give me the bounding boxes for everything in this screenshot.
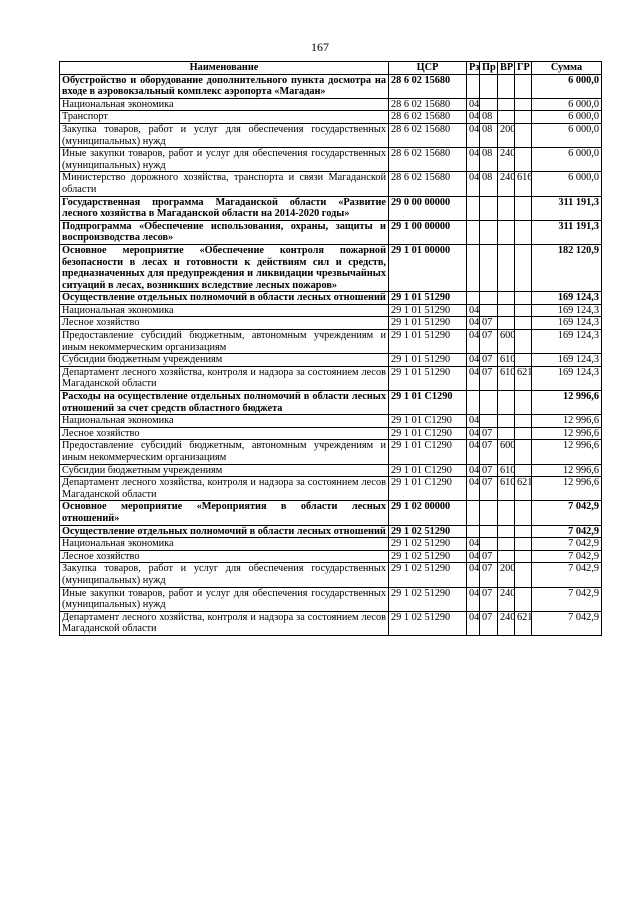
row-vr: [498, 244, 515, 291]
row-rz: [467, 391, 480, 415]
row-vr: [498, 501, 515, 525]
row-csr: 28 6 02 15680: [389, 98, 467, 111]
row-gr: [515, 354, 532, 367]
row-gr: [515, 196, 532, 220]
row-csr: 29 1 01 С1290: [389, 477, 467, 501]
row-rz: 04: [467, 366, 480, 390]
row-pr: [480, 98, 498, 111]
row-rz: 04: [467, 415, 480, 428]
row-pr: [480, 244, 498, 291]
table-row: [60, 292, 602, 305]
row-pr: 07: [480, 550, 498, 563]
row-csr: 29 1 01 51290: [389, 292, 467, 305]
row-gr: [515, 464, 532, 477]
row-pr: [480, 304, 498, 317]
row-gr: [515, 98, 532, 111]
table-row: [60, 501, 602, 525]
row-pr: 08: [480, 111, 498, 124]
row-sum: 12 996,6: [532, 391, 602, 415]
row-vr: 610: [498, 464, 515, 477]
row-sum: 6 000,0: [532, 111, 602, 124]
row-rz: 04: [467, 98, 480, 111]
row-rz: [467, 196, 480, 220]
row-gr: [515, 292, 532, 305]
row-rz: [467, 501, 480, 525]
row-csr: 28 6 02 15680: [389, 148, 467, 172]
row-pr: [480, 196, 498, 220]
table-row: [60, 330, 602, 354]
header-csr: ЦСР: [389, 62, 467, 75]
row-sum: 12 996,6: [532, 464, 602, 477]
header-vr: ВР: [498, 62, 515, 75]
row-csr: 29 1 01 00000: [389, 244, 467, 291]
row-vr: [498, 415, 515, 428]
table-row: [60, 74, 602, 98]
table-row: [60, 196, 602, 220]
row-vr: [498, 111, 515, 124]
table-row: [60, 354, 602, 367]
row-pr: 08: [480, 172, 498, 196]
row-vr: [498, 292, 515, 305]
row-name: Предоставление субсидий бюджетным, автономным учреждениям и иным некоммерческим организациям: [60, 440, 389, 464]
row-gr: [515, 123, 532, 147]
row-sum: 169 124,3: [532, 317, 602, 330]
row-csr: 29 1 01 С1290: [389, 427, 467, 440]
table-row: [60, 587, 602, 611]
row-name: Субсидии бюджетным учреждениям: [60, 354, 389, 367]
row-pr: 07: [480, 366, 498, 390]
row-name: Департамент лесного хозяйства, контроля и надзора за состоянием лесов Магаданской области: [60, 366, 389, 390]
row-rz: 04: [467, 477, 480, 501]
row-csr: 29 1 01 51290: [389, 330, 467, 354]
row-vr: 240: [498, 611, 515, 635]
row-sum: 311 191,3: [532, 220, 602, 244]
table-row: [60, 427, 602, 440]
row-pr: 07: [480, 317, 498, 330]
row-vr: 240: [498, 587, 515, 611]
row-name: Министерство дорожного хозяйства, транспорта и связи Магаданской области: [60, 172, 389, 196]
row-name: Расходы на осуществление отдельных полномочий в области лесных отношений за счет средств областного бюджета: [60, 391, 389, 415]
row-name: Основное мероприятие «Мероприятия в области лесных отношений»: [60, 501, 389, 525]
row-pr: [480, 415, 498, 428]
row-rz: 04: [467, 587, 480, 611]
row-pr: [480, 538, 498, 551]
row-rz: 04: [467, 611, 480, 635]
row-sum: 7 042,9: [532, 501, 602, 525]
table-body: [60, 74, 602, 635]
row-csr: 29 1 01 С1290: [389, 464, 467, 477]
row-gr: [515, 563, 532, 587]
row-csr: 28 6 02 15680: [389, 172, 467, 196]
table-row: [60, 148, 602, 172]
table-row: [60, 415, 602, 428]
row-name: Транспорт: [60, 111, 389, 124]
row-gr: 616: [515, 172, 532, 196]
row-pr: [480, 74, 498, 98]
row-sum: 182 120,9: [532, 244, 602, 291]
table-row: [60, 220, 602, 244]
row-sum: 12 996,6: [532, 415, 602, 428]
row-name: Национальная экономика: [60, 538, 389, 551]
row-name: Закупка товаров, работ и услуг для обеспечения государственных (муниципальных) нужд: [60, 563, 389, 587]
row-gr: [515, 587, 532, 611]
row-rz: [467, 74, 480, 98]
row-sum: 7 042,9: [532, 525, 602, 538]
row-rz: 04: [467, 550, 480, 563]
row-csr: 29 1 02 51290: [389, 525, 467, 538]
row-sum: 12 996,6: [532, 427, 602, 440]
row-rz: [467, 292, 480, 305]
budget-table: [59, 61, 602, 636]
row-rz: 04: [467, 440, 480, 464]
row-gr: [515, 501, 532, 525]
table-row: [60, 123, 602, 147]
row-vr: 610: [498, 477, 515, 501]
row-csr: 29 1 02 51290: [389, 611, 467, 635]
table-row: [60, 563, 602, 587]
header-gr: ГР: [515, 62, 532, 75]
header-rz: Рз: [467, 62, 480, 75]
row-pr: 07: [480, 427, 498, 440]
row-vr: 600: [498, 330, 515, 354]
table-row: [60, 391, 602, 415]
row-gr: [515, 427, 532, 440]
row-pr: [480, 292, 498, 305]
row-name: Национальная экономика: [60, 98, 389, 111]
table-header-row: [60, 62, 602, 75]
row-rz: 04: [467, 148, 480, 172]
row-pr: 07: [480, 354, 498, 367]
row-vr: 240: [498, 172, 515, 196]
row-vr: [498, 525, 515, 538]
header-name: Наименование: [60, 62, 389, 75]
row-csr: 29 1 00 00000: [389, 220, 467, 244]
row-pr: 07: [480, 563, 498, 587]
row-vr: 610: [498, 354, 515, 367]
row-vr: 200: [498, 563, 515, 587]
row-pr: 07: [480, 464, 498, 477]
row-name: Национальная экономика: [60, 304, 389, 317]
row-gr: [515, 538, 532, 551]
row-gr: [515, 74, 532, 98]
table-row: [60, 611, 602, 635]
table-row: [60, 366, 602, 390]
row-rz: 04: [467, 330, 480, 354]
row-name: Осуществление отдельных полномочий в области лесных отношений: [60, 292, 389, 305]
row-gr: 621: [515, 477, 532, 501]
row-sum: 7 042,9: [532, 611, 602, 635]
table-row: [60, 111, 602, 124]
row-vr: [498, 427, 515, 440]
table-row: [60, 317, 602, 330]
row-csr: 29 1 01 51290: [389, 317, 467, 330]
table-row: [60, 304, 602, 317]
row-pr: [480, 525, 498, 538]
row-pr: [480, 220, 498, 244]
row-rz: 04: [467, 304, 480, 317]
row-sum: 169 124,3: [532, 366, 602, 390]
row-sum: 169 124,3: [532, 330, 602, 354]
row-name: Субсидии бюджетным учреждениям: [60, 464, 389, 477]
row-rz: 04: [467, 563, 480, 587]
row-csr: 28 6 02 15680: [389, 74, 467, 98]
table-row: [60, 244, 602, 291]
header-sum: Сумма: [532, 62, 602, 75]
row-name: Обустройство и оборудование дополнительного пункта досмотра на входе в аэровокзальный комплекс аэропорта «Магадан»: [60, 74, 389, 98]
row-pr: 07: [480, 440, 498, 464]
row-rz: 04: [467, 427, 480, 440]
row-gr: [515, 148, 532, 172]
row-gr: [515, 111, 532, 124]
row-rz: 04: [467, 317, 480, 330]
row-gr: [515, 244, 532, 291]
row-vr: [498, 317, 515, 330]
row-vr: [498, 550, 515, 563]
row-csr: 29 1 02 51290: [389, 550, 467, 563]
row-sum: 6 000,0: [532, 172, 602, 196]
table-row: [60, 525, 602, 538]
row-csr: 29 1 02 00000: [389, 501, 467, 525]
row-name: Иные закупки товаров, работ и услуг для обеспечения государственных (муниципальных) нужд: [60, 587, 389, 611]
row-pr: 07: [480, 587, 498, 611]
row-csr: 29 1 01 51290: [389, 366, 467, 390]
row-vr: 610: [498, 366, 515, 390]
row-pr: [480, 391, 498, 415]
row-name: Предоставление субсидий бюджетным, автономным учреждениям и иным некоммерческим организациям: [60, 330, 389, 354]
table-row: [60, 550, 602, 563]
row-rz: [467, 525, 480, 538]
row-csr: 29 1 02 51290: [389, 538, 467, 551]
row-pr: [480, 501, 498, 525]
row-vr: [498, 220, 515, 244]
row-sum: 7 042,9: [532, 563, 602, 587]
row-name: Лесное хозяйство: [60, 550, 389, 563]
row-csr: 29 1 01 51290: [389, 354, 467, 367]
row-sum: 7 042,9: [532, 587, 602, 611]
row-rz: 04: [467, 172, 480, 196]
row-rz: 04: [467, 354, 480, 367]
row-csr: 29 1 02 51290: [389, 587, 467, 611]
row-pr: 07: [480, 611, 498, 635]
table-row: [60, 440, 602, 464]
row-name: Иные закупки товаров, работ и услуг для обеспечения государственных (муниципальных) нужд: [60, 148, 389, 172]
row-rz: 04: [467, 464, 480, 477]
table-row: [60, 172, 602, 196]
row-gr: [515, 550, 532, 563]
row-name: Лесное хозяйство: [60, 427, 389, 440]
table-row: [60, 464, 602, 477]
row-gr: 621: [515, 611, 532, 635]
row-csr: 29 1 01 С1290: [389, 440, 467, 464]
row-vr: [498, 304, 515, 317]
row-vr: [498, 74, 515, 98]
row-csr: 28 6 02 15680: [389, 111, 467, 124]
row-sum: 7 042,9: [532, 550, 602, 563]
row-pr: 07: [480, 330, 498, 354]
row-sum: 169 124,3: [532, 304, 602, 317]
row-pr: 07: [480, 477, 498, 501]
row-gr: [515, 304, 532, 317]
row-vr: 240: [498, 148, 515, 172]
row-rz: 04: [467, 111, 480, 124]
row-csr: 29 0 00 00000: [389, 196, 467, 220]
row-gr: [515, 391, 532, 415]
row-pr: 08: [480, 123, 498, 147]
row-csr: 29 1 01 51290: [389, 304, 467, 317]
table-row: [60, 477, 602, 501]
table-row: [60, 538, 602, 551]
row-rz: [467, 244, 480, 291]
row-sum: 6 000,0: [532, 74, 602, 98]
table-row: [60, 98, 602, 111]
row-name: Основное мероприятие «Обеспечение контроля пожарной безопасности в лесах и готовности к действиям сил и средств, предназначенных для предупреждения и ликвидации чрезвычайных ситуаций в лесах, возникших вследствие лесных пожаров»: [60, 244, 389, 291]
row-name: Осуществление отдельных полномочий в области лесных отношений: [60, 525, 389, 538]
row-vr: [498, 98, 515, 111]
row-name: Департамент лесного хозяйства, контроля и надзора за состоянием лесов Магаданской области: [60, 477, 389, 501]
row-gr: [515, 525, 532, 538]
row-name: Закупка товаров, работ и услуг для обеспечения государственных (муниципальных) нужд: [60, 123, 389, 147]
row-sum: 6 000,0: [532, 148, 602, 172]
row-sum: 6 000,0: [532, 98, 602, 111]
row-gr: [515, 440, 532, 464]
row-sum: 169 124,3: [532, 354, 602, 367]
row-sum: 12 996,6: [532, 477, 602, 501]
row-sum: 169 124,3: [532, 292, 602, 305]
header-pr: Пр: [480, 62, 498, 75]
row-name: Подпрограмма «Обеспечение использования, охраны, защиты и воспроизводства лесов»: [60, 220, 389, 244]
row-name: Национальная экономика: [60, 415, 389, 428]
row-gr: [515, 415, 532, 428]
row-gr: 621: [515, 366, 532, 390]
row-csr: 28 6 02 15680: [389, 123, 467, 147]
row-name: Департамент лесного хозяйства, контроля и надзора за состоянием лесов Магаданской области: [60, 611, 389, 635]
row-sum: 6 000,0: [532, 123, 602, 147]
row-rz: 04: [467, 123, 480, 147]
row-vr: [498, 538, 515, 551]
row-gr: [515, 317, 532, 330]
row-csr: 29 1 02 51290: [389, 563, 467, 587]
row-sum: 7 042,9: [532, 538, 602, 551]
row-sum: 12 996,6: [532, 440, 602, 464]
row-csr: 29 1 01 С1290: [389, 415, 467, 428]
row-vr: 200: [498, 123, 515, 147]
row-rz: 04: [467, 538, 480, 551]
row-sum: 311 191,3: [532, 196, 602, 220]
page-number: 167: [311, 40, 329, 54]
row-name: Лесное хозяйство: [60, 317, 389, 330]
row-name: Государственная программа Магаданской области «Развитие лесного хозяйства в Магаданской области на 2014-2020 годы»: [60, 196, 389, 220]
row-pr: 08: [480, 148, 498, 172]
row-csr: 29 1 01 С1290: [389, 391, 467, 415]
row-rz: [467, 220, 480, 244]
row-vr: [498, 196, 515, 220]
row-gr: [515, 330, 532, 354]
row-gr: [515, 220, 532, 244]
row-vr: 600: [498, 440, 515, 464]
row-vr: [498, 391, 515, 415]
